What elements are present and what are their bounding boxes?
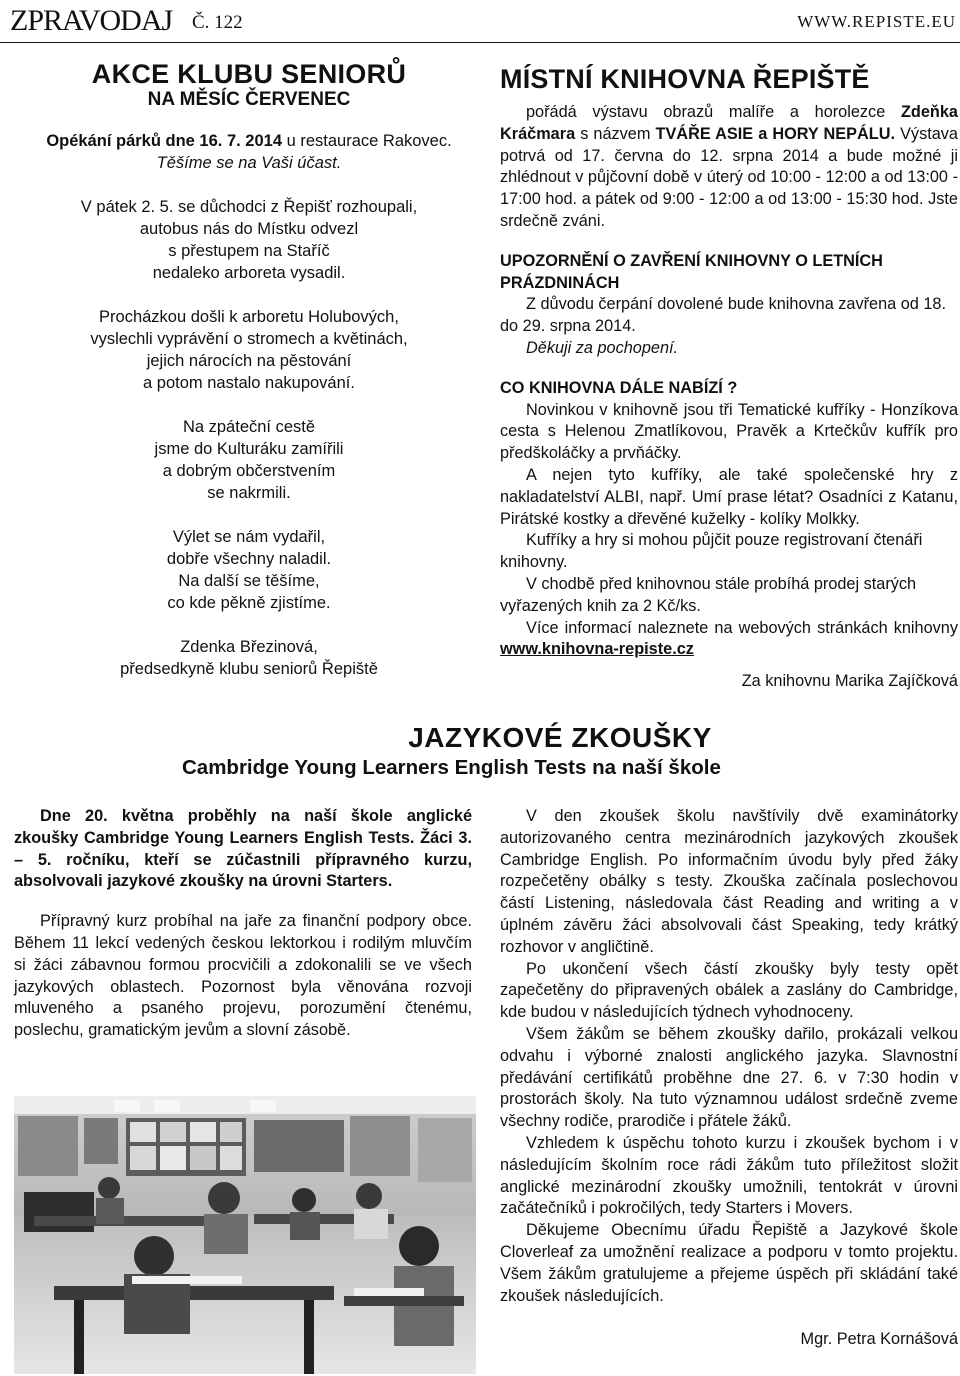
- classroom-photo: [14, 1096, 476, 1374]
- seniors-title: AKCE KLUBU SENIORŮ: [91, 59, 407, 89]
- notice-thanks: Děkuji za pochopení.: [526, 338, 679, 357]
- seniors-para3-l2: jsme do Kulturáku zamířili: [154, 440, 344, 458]
- library-link[interactable]: www.knihovna-repiste.cz: [500, 640, 694, 659]
- painter-name: Zdeňka Kráčmara: [500, 103, 958, 143]
- exams-left-column: [14, 806, 472, 1042]
- exams-right-para1: V den zkoušek školu navštívily dvě examinátorky autorizovaného centra mezinárodních jazykových zkoušek Cambridge English. Po informačním úvodu byly před žáky rozpečetěny obálky s testy. Zkouška začínala poslechovou částí Listening, následovala část Reading and writing a v úplném závěru žáci absolvovali část Speaking, tedy krátký rozhovor v angličtině.: [500, 807, 958, 956]
- exams-signature: Mgr. Petra Kornášová: [800, 1330, 958, 1349]
- exams-lead: Dne 20. května proběhly na naší škole anglické zkoušky Cambridge Young Learners English Tests. Žáci 3. – 5. ročníku, kteří se zúčastnili přípravného kurzu, absolvovali jazykové zkoušky na úrovni Starters.: [14, 807, 472, 891]
- seniors-para4-l3: Na další se těšíme,: [178, 572, 320, 590]
- seniors-para4-l2: dobře všechny naladil.: [166, 550, 332, 568]
- notice-text: Z důvodu čerpání dovolené bude knihovna zavřena od 18. do 29. srpna 2014.: [500, 295, 946, 336]
- seniors-para2-l1: Procházkou došli k arboretu Holubových,: [99, 308, 399, 326]
- exams-right-para5: Děkujeme Obecnímu úřadu Řepiště a Jazykové škole Cloverleaf za umožnění realizace a podporu v tomto projektu. Všem žákům gratulujeme a přejeme úspěch při skládání také zkoušek následujících.: [500, 1221, 958, 1305]
- website-url[interactable]: WWW.REPISTE.EU: [797, 12, 956, 31]
- exams-right-para3: Všem žákům se během zkoušky dařilo, prokázali velkou odvahu i výborné znalosti anglického jazyka. Slavnostní předávání certifikátů proběhne dne 27. 6. v 7:30 hodin v prostorách školy. Na tuto významnou událost srdečně zveme všechny rodiče, prarodiče i přátele žáků.: [500, 1024, 958, 1131]
- exams-right-column: [500, 806, 958, 1351]
- seniors-para2-l3: jejich nárocích na pěstování: [146, 352, 352, 370]
- seniors-para1-l2: autobus nás do Místku odvezl: [139, 220, 359, 238]
- library-title: MÍSTNÍ KNIHOVNA ŘEPIŠTĚ: [500, 64, 870, 94]
- seniors-para2-l4: a potom nastalo nakupování.: [143, 374, 355, 392]
- exams-right-para2: Po ukončení všech částí zkoušky byly testy opět zapečetěny do připravených obálek a zaslány do Cambridge, kde budou v následujících týdnech vyhodnoceny.: [500, 959, 958, 1022]
- issue-number: Č. 122: [192, 12, 243, 33]
- seniors-signature-name: Zdenka Březinová,: [180, 638, 318, 656]
- seniors-para1-l3: s přestupem na Staříč: [168, 242, 330, 260]
- notice-heading: UPOZORNĚNÍ O ZAVŘENÍ KNIHOVNY O LETNÍCH PRÁZDNINÁCH: [500, 251, 883, 292]
- seniors-para2-l2: vyslechli vyprávění o stromech a květinách,: [90, 330, 408, 348]
- seniors-article: [14, 60, 484, 680]
- exams-right-para4: Vzhledem k úspěchu tohoto kurzu i zkoušek bychom i v následujícím školním roce rádi žákům tuto příležitost složit anglické mezinárodní zkoušky umožnili, tentokrát v úrovni začátečníků i pokročilých, tedy Starters i Movers.: [500, 1133, 958, 1218]
- exams-title: JAZYKOVÉ ZKOUŠKY: [408, 722, 712, 753]
- exhibition-title: TVÁŘE ASIE a HORY NEPÁLU.: [655, 124, 895, 143]
- library-article: [500, 64, 958, 693]
- library-intro: [500, 102, 958, 233]
- seniors-para1-l1: V pátek 2. 5. se důchodci z Řepišť rozhoupali,: [80, 198, 418, 216]
- offer-para4: V chodbě před knihovnou stále probíhá prodej starých vyřazených knih za 2 Kč/ks.: [500, 574, 917, 615]
- seniors-signature-role: předsedkyně klubu seniorů Řepiště: [120, 660, 378, 678]
- exams-subtitle: Cambridge Young Learners English Tests na naší škole: [182, 756, 721, 779]
- seniors-para1-l4: nedaleko arboreta vysadil.: [152, 264, 346, 282]
- header-rule: [0, 42, 960, 43]
- exams-left-para: Přípravný kurz probíhal na jaře za finanční podpory obce. Během 11 lekcí vedených českou lektorkou i rodilým mluvčím si žáci zábavnou formou procvičili a zdokonalili se ve všech jazykových oblastech. Pozornost byla věnována rozvoji mluveného a psaného projevu, porozumění čtenému, poslechu, gramatickým jevům a slovní zásobě.: [14, 912, 472, 1040]
- offer-para1: Novinkou v knihovně jsou tři Tematické kufříky - Honzíkova cesta s Helenou Zmatlíkovou, Pravěk a Krtečkův kufřík pro předškoláčky a prvňáčky.: [500, 400, 958, 463]
- seniors-para3-l3: a dobrým občerstvením: [162, 462, 336, 480]
- seniors-welcome: Těšíme se na Vaši účast.: [156, 154, 342, 172]
- seniors-para4-l1: Výlet se nám vydařil,: [172, 528, 326, 546]
- masthead: ZPRAVODAJ: [10, 4, 173, 37]
- seniors-para3-l4: se nakrmili.: [207, 484, 291, 502]
- offer-para5-text: Více informací naleznete na webových stránkách knihovny: [526, 618, 958, 637]
- offer-para3: Kufříky a hry si mohou půjčit pouze registrovaní čtenáři knihovny.: [500, 531, 923, 572]
- library-intro-b: s názvem: [575, 124, 656, 143]
- library-intro-c: Výstava potrvá od 17. června do 12. srpna 2014 a bude možné ji zhlédnout v půjčovní době v úterý od 10:00 - 12:00 a od 13:00 - 17:00 hod. a pátek od 9:00 - 12:00 a od 13:00 - 15:30 hod. Jste srdečně zváni.: [500, 124, 958, 230]
- seniors-para3-l1: Na zpáteční cestě: [182, 418, 316, 436]
- library-intro-a: pořádá výstavu obrazů malíře a horolezce: [526, 103, 901, 121]
- library-signature: Za knihovnu Marika Zajíčková: [741, 672, 958, 691]
- offer-heading: CO KNIHOVNA DÁLE NABÍZÍ ?: [500, 378, 738, 397]
- offer-para2: A nejen tyto kufříky, ale také společenské hry z nakladatelství ALBI, např. Umí prase létat? Osadníci z Katanu, Pirátské kostky a dřevěné kuželky - kolíky Molkky.: [500, 465, 958, 528]
- seniors-event-rest: u restaurace Rakovec.: [282, 132, 452, 150]
- seniors-event-bold: Opékání párků dne 16. 7. 2014: [46, 132, 283, 150]
- seniors-subtitle: NA MĚSÍC ČERVENEC: [147, 89, 351, 110]
- seniors-event: [14, 130, 484, 152]
- seniors-para4-l4: co kde pěkně zjistíme.: [167, 594, 331, 612]
- offer-para5: [500, 618, 958, 662]
